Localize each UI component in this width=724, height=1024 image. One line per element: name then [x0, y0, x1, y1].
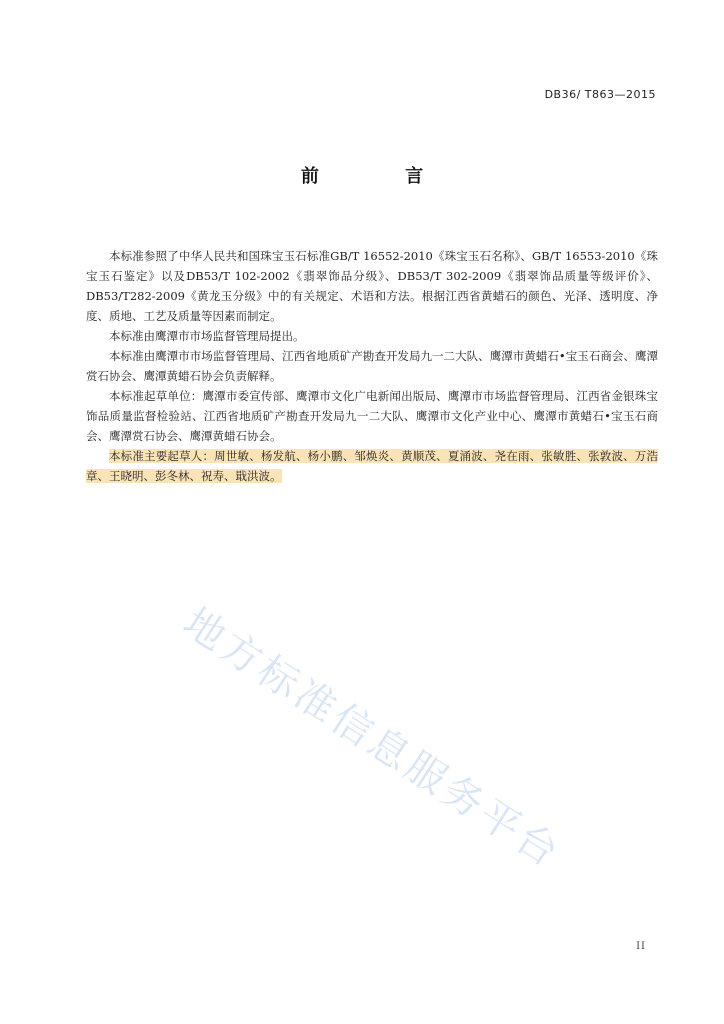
paragraph-proposer: 本标准由鹰潭市市场监督管理局提出。: [109, 329, 305, 343]
foreword-body: [86, 246, 658, 486]
paragraph-drafters: [86, 446, 658, 486]
watermark: 地方标准信息服务平台: [175, 599, 570, 878]
page-title: 前 言: [300, 166, 464, 187]
highlighted-drafters: 本标准主要起草人：周世敏、杨发航、杨小鹏、邹焕炎、黄顺茂、夏涌波、尧在雨、张敏胜、张敦波、万浩章、王晓明、彭冬林、祝寿、戢洪波。: [86, 449, 658, 483]
paragraph-interpreter: 本标准由鹰潭市市场监督管理局、江西省地质矿产勘查开发局九一二大队、鹰潭市黄蜡石•宝玉石商会、鹰潭赏石协会、鹰潭黄蜡石协会负责解释。: [86, 349, 658, 383]
paragraph-references: 本标准参照了中华人民共和国珠宝玉石标准GB/T 16552-2010《珠宝玉石名称》、GB/T 16553-2010《珠宝玉石鉴定》以及DB53/T 102-2002《翡翠饰品分级》、DB53/T 302-2009《翡翠饰品质量等级评价》、DB53/T282-2009《黄龙玉分级》中的有关规定、术语和方法。根据江西省黄蜡石的颜色、光泽、透明度、净度、质地、工艺及质量等因素而制定。: [86, 249, 658, 323]
page-number: II: [636, 941, 646, 952]
standard-code: DB36/ T863—2015: [544, 88, 656, 101]
paragraph-drafting-units: 本标准起草单位：鹰潭市委宣传部、鹰潭市文化广电新闻出版局、鹰潭市市场监督管理局、江西省金银珠宝饰品质量监督检验站、江西省地质矿产勘查开发局九一二大队、鹰潭市文化产业中心、鹰潭市黄蜡石•宝玉石商会、鹰潭赏石协会、鹰潭黄蜡石协会。: [86, 389, 658, 443]
